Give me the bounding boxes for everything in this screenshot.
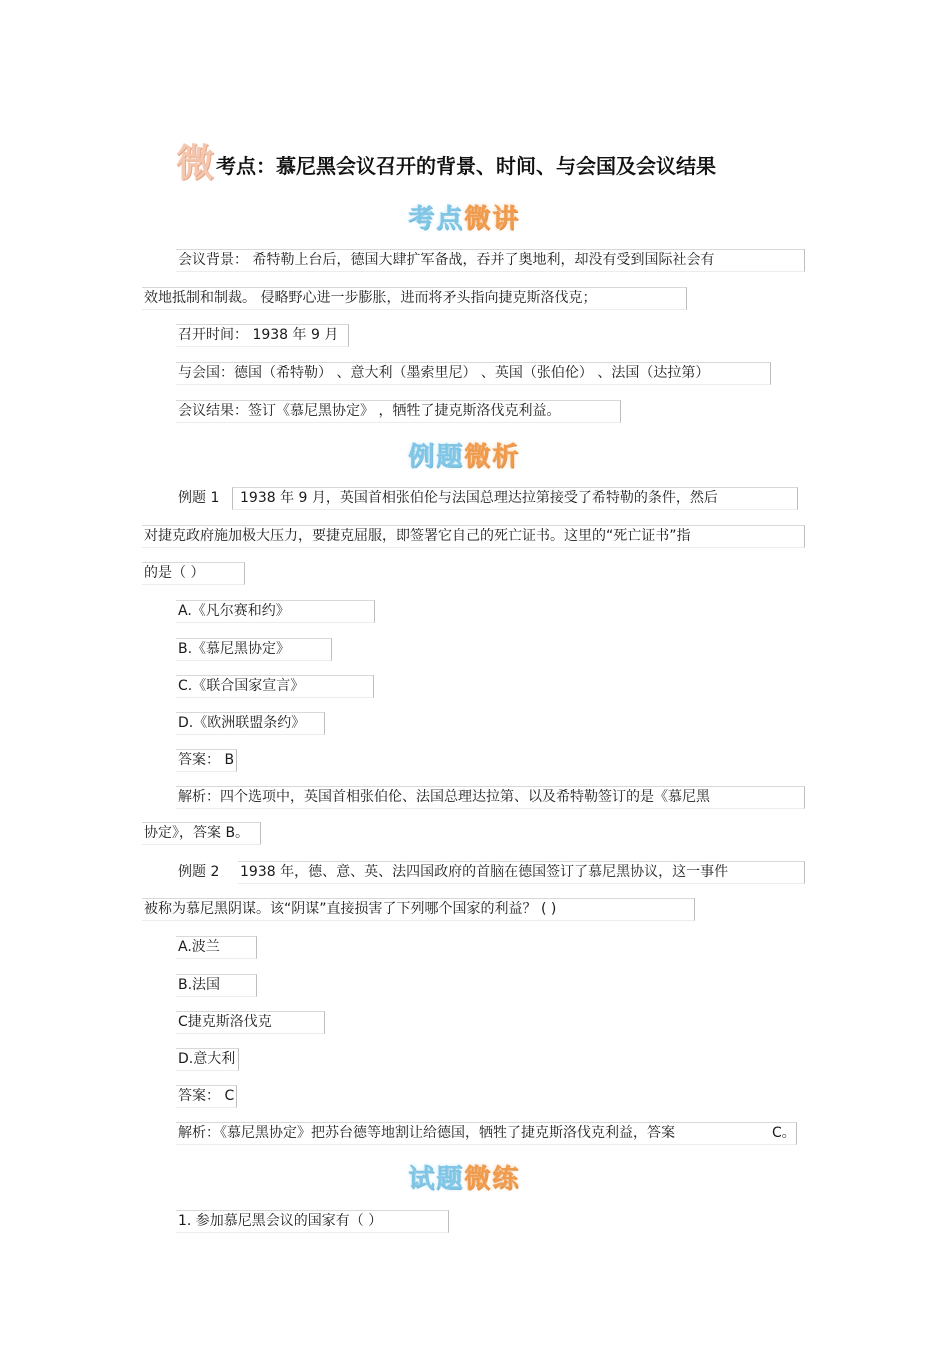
example1-answer: 答案： B xyxy=(178,752,235,768)
example2-option-c: C捷克斯洛伐克 xyxy=(178,1014,272,1030)
example1-option-d: D.《欧洲联盟条约》 xyxy=(178,715,306,731)
example2-line1: 1938 年，德、意、英、法四国政府的首脑在德国签订了慕尼黑协议，这一事件 xyxy=(240,864,729,880)
example2-option-d: D.意大利 xyxy=(178,1051,236,1067)
banner-char: 试 xyxy=(408,1164,437,1194)
example1-line2: 对捷克政府施加极大压力，要捷克屈服，即签署它自己的死亡证书。这里的“死亡证书”指 xyxy=(144,528,691,544)
example1-option-a: A.《凡尔赛和约》 xyxy=(178,603,290,619)
banner-char: 题 xyxy=(436,442,465,472)
example1-label: 例题 1 xyxy=(178,490,220,506)
example1-analysis-line2: 协定》，答案 B。 xyxy=(144,825,250,841)
banner-char: 题 xyxy=(436,1164,465,1194)
banner-char: 讲 xyxy=(492,204,521,234)
page-title: 考点：慕尼黑会议召开的背景、时间、与会国及会议结果 xyxy=(216,154,716,178)
banner-kaodian xyxy=(408,198,520,235)
time-line: 召开时间： 1938 年 9 月 xyxy=(178,327,339,343)
example2-analysis-end: C。 xyxy=(772,1125,796,1141)
example2-answer: 答案： C xyxy=(178,1088,235,1104)
banner-char: 点 xyxy=(436,204,465,234)
banner-char: 微 xyxy=(464,442,493,472)
banner-char: 微 xyxy=(464,204,493,234)
banner-char: 考 xyxy=(408,204,437,234)
example1-option-b: B.《慕尼黑协定》 xyxy=(178,641,291,657)
exercise-q1: 1. 参加慕尼黑会议的国家有（ ） xyxy=(178,1213,383,1229)
result-line: 会议结果：签订《慕尼黑协定》 ，牺牲了捷克斯洛伐克利益。 xyxy=(178,403,561,419)
example1-option-c: C.《联合国家宣言》 xyxy=(178,678,305,694)
banner-char: 练 xyxy=(492,1164,521,1194)
example2-analysis: 解析：《慕尼黑协定》把苏台德等地割让给德国，牺牲了捷克斯洛伐克利益，答案 xyxy=(178,1125,675,1141)
wei-decoration: 微 xyxy=(176,140,215,185)
background-line1: 会议背景： 希特勒上台后，德国大肆扩军备战，吞并了奥地利，却没有受到国际社会有 xyxy=(178,252,715,268)
banner-shiti xyxy=(408,1158,520,1195)
example2-line2: 被称为慕尼黑阴谋。该“阴谋”直接损害了下列哪个国家的利益？ ( ) xyxy=(144,901,557,917)
example1-line3: 的是（ ） xyxy=(144,565,205,581)
background-line2: 效地抵制和制裁。 侵略野心进一步膨胀，进而将矛头指向捷克斯洛伐克； xyxy=(144,290,597,306)
banner-char: 析 xyxy=(492,442,521,472)
countries-line: 与会国：德国（希特勒） 、意大利（墨索里尼） 、英国（张伯伦） 、法国（达拉第） xyxy=(178,365,710,381)
example2-option-b: B.法国 xyxy=(178,977,221,993)
example1-line1: 1938 年 9 月，英国首相张伯伦与法国总理达拉第接受了希特勒的条件，然后 xyxy=(240,490,718,506)
banner-liti xyxy=(408,436,520,473)
example2-label: 例题 2 xyxy=(178,864,220,880)
example2-option-a: A.波兰 xyxy=(178,939,220,955)
example1-analysis-line1: 解析：四个选项中，英国首相张伯伦、法国总理达拉第、以及希特勒签订的是《慕尼黑 xyxy=(178,789,710,805)
banner-char: 微 xyxy=(464,1164,493,1194)
banner-char: 例 xyxy=(408,442,437,472)
